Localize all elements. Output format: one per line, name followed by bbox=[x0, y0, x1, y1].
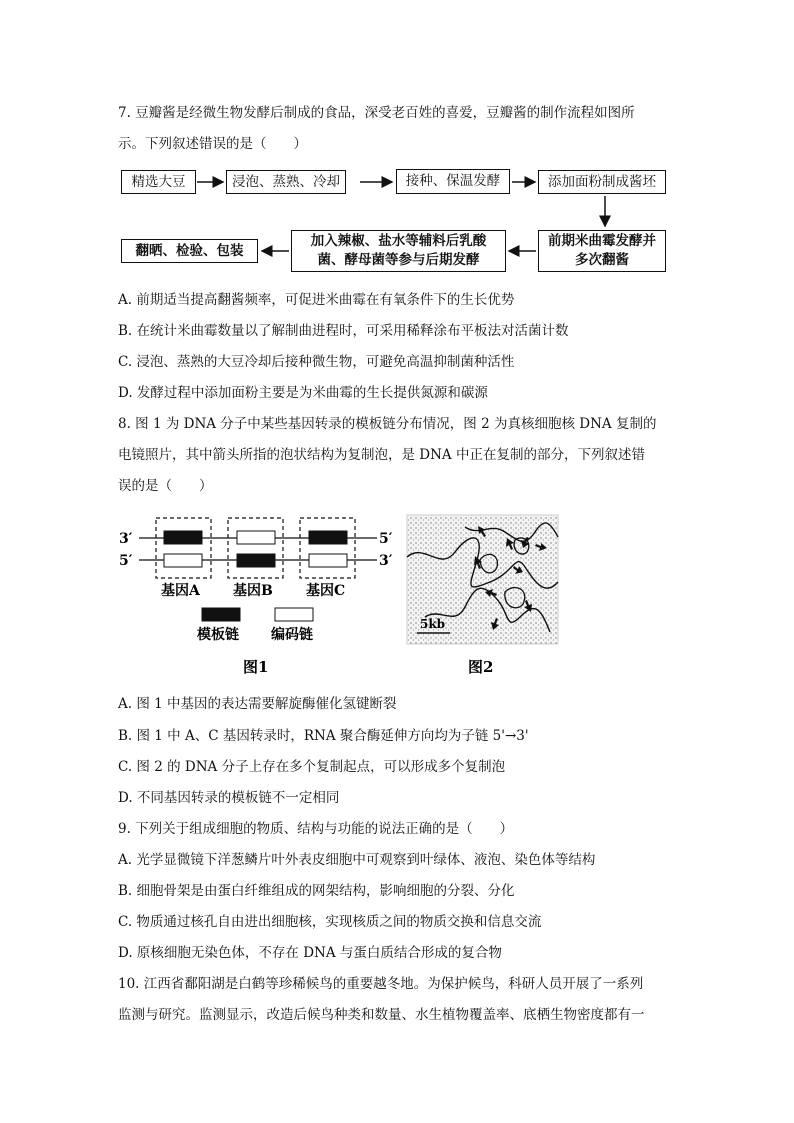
q10-stem-line2: 监测与研究。监测显示，改造后候鸟种类和数量、水生植物覆盖率、底栖生物密度都有一 bbox=[118, 1007, 645, 1023]
gene-c-label: 基因C bbox=[306, 583, 346, 599]
q8-option-d: D. 不同基因转录的模板链不一定相同 bbox=[118, 790, 340, 806]
q9-option-d: D. 原核细胞无染色体，不存在 DNA 与蛋白质结合形成的复合物 bbox=[118, 945, 502, 961]
flow-step-2: 浸泡、蒸熟、冷却 bbox=[226, 170, 346, 194]
end-3-right: 3′ bbox=[379, 553, 393, 569]
q9-option-a: A. 光学显微镜下洋葱鳞片叶外表皮细胞中可观察到叶绿体、液泡、染色体等结构 bbox=[118, 852, 596, 868]
gene-c-template-strand bbox=[309, 531, 347, 544]
q8-option-c: C. 图 2 的 DNA 分子上存在多个复制起点，可以形成多个复制泡 bbox=[118, 759, 506, 775]
flow-step-6-line1: 加入辣椒、盐水等辅料后乳酸 bbox=[310, 233, 487, 249]
gene-a-label: 基因A bbox=[161, 583, 200, 599]
q9-stem: 9. 下列关于组成细胞的物质、结构与功能的说法正确的是（ ） bbox=[118, 821, 514, 837]
flow-step-5-line1: 前期米曲霉发酵并 bbox=[548, 233, 656, 249]
gene-a-template-strand bbox=[164, 531, 202, 544]
flow-step-5-line2: 多次翻酱 bbox=[575, 252, 629, 268]
q7-option-a: A. 前期适当提高翻酱频率，可促进米曲霉在有氧条件下的生长优势 bbox=[118, 292, 515, 308]
gene-b-coding-strand bbox=[237, 531, 275, 544]
q7-stem-line2: 示。下列叙述错误的是（ ） bbox=[118, 136, 307, 152]
q7-option-d: D. 发酵过程中添加面粉主要是为米曲霉的生长提供氮源和碳源 bbox=[118, 385, 488, 401]
figure-2 bbox=[405, 512, 565, 682]
flow-step-7: 翻晒、检验、包装 bbox=[121, 239, 258, 263]
q7-stem-line1: 7. 豆瓣酱是经微生物发酵后制成的食品，深受老百姓的喜爱，豆瓣酱的制作流程如图所 bbox=[118, 105, 635, 121]
flow-arrows bbox=[0, 0, 794, 300]
flow-step-4: 添加面粉制成酱坯 bbox=[538, 170, 666, 194]
figure-1 bbox=[115, 512, 405, 682]
end-5-left: 5′ bbox=[119, 553, 133, 569]
gene-c-coding-strand bbox=[309, 554, 347, 567]
q8-option-b: B. 图 1 中 A、C 基因转录时，RNA 聚合酶延伸方向均为子链 5'→3' bbox=[118, 728, 529, 744]
gene-a-box bbox=[156, 518, 211, 578]
gene-b-template-strand bbox=[237, 554, 275, 567]
q8-option-a: A. 图 1 中基因的表达需要解旋酶催化氢键断裂 bbox=[118, 696, 397, 712]
scale-label: 5kb bbox=[420, 617, 446, 631]
gene-c-box bbox=[300, 518, 355, 578]
legend-template-label: 模板链 bbox=[197, 627, 239, 643]
flow-step-1: 精选大豆 bbox=[121, 170, 196, 194]
legend-coding-swatch bbox=[275, 608, 313, 621]
end-3-left: 3′ bbox=[119, 531, 133, 547]
q8-stem-line3: 误的是（ ） bbox=[118, 478, 213, 494]
q9-option-c: C. 物质通过核孔自由进出细胞核，实现核质之间的物质交换和信息交流 bbox=[118, 914, 542, 930]
gene-b-label: 基因B bbox=[233, 583, 273, 599]
q7-option-b: B. 在统计米曲霉数量以了解制曲进程时，可采用稀释涂布平板法对活菌计数 bbox=[118, 323, 569, 339]
figure-1-caption: 图1 bbox=[243, 658, 269, 676]
gene-a-coding-strand bbox=[164, 554, 202, 567]
legend-coding-label: 编码链 bbox=[271, 627, 313, 643]
q8-stem-line1: 8. 图 1 为 DNA 分子中某些基因转录的模板链分布情况，图 2 为真核细胞核 DNA 复制的 bbox=[118, 416, 657, 432]
legend-template-swatch bbox=[202, 608, 240, 621]
q10-stem-line1: 10. 江西省鄱阳湖是白鹤等珍稀候鸟的重要越冬地。为保护候鸟，科研人员开展了一系列 bbox=[118, 976, 644, 992]
q8-stem-line2: 电镜照片，其中箭头所指的泡状结构为复制泡，是 DNA 中正在复制的部分，下列叙述错 bbox=[118, 447, 645, 463]
end-5-right: 5′ bbox=[379, 531, 393, 547]
figure-2-caption: 图2 bbox=[468, 658, 494, 676]
flow-step-3: 接种、保温发酵 bbox=[396, 169, 510, 194]
flow-step-6-line2: 菌、酵母菌等参与后期发酵 bbox=[317, 252, 480, 268]
q7-option-c: C. 浸泡、蒸熟的大豆冷却后接种微生物，可避免高温抑制菌种活性 bbox=[118, 354, 515, 370]
gene-b-box bbox=[228, 518, 283, 578]
q9-option-b: B. 细胞骨架是由蛋白纤维组成的网架结构，影响细胞的分裂、分化 bbox=[118, 883, 515, 899]
